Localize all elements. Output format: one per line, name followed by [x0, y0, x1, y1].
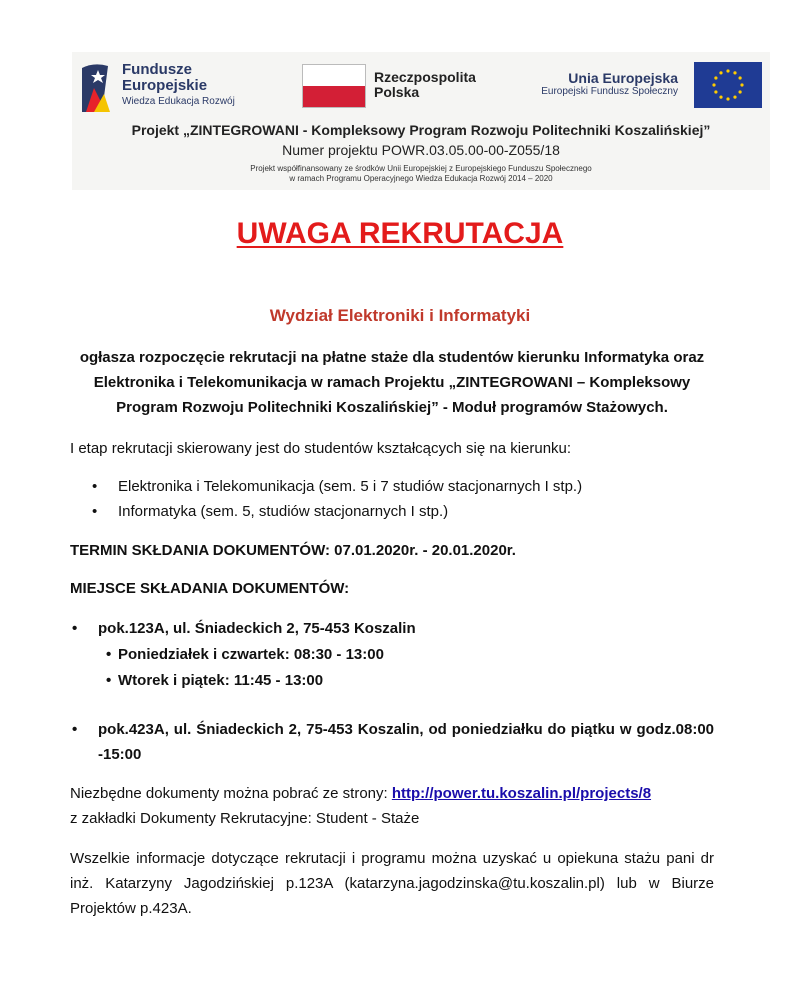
- docs-suffix: z zakładki Dokumenty Rekrutacyjne: Student - Staże: [70, 810, 420, 827]
- project-number: Numer projektu POWR.03.05.00-00-Z055/18: [282, 142, 560, 158]
- deadline-text: TERMIN SKŁDANIA DOKUMENTÓW: 07.01.2020r. - 20.01.2020r.: [70, 542, 516, 559]
- polish-flag-icon: [302, 64, 366, 108]
- unia-europejska-text: [541, 70, 678, 98]
- faculty-name: Wydział Elektroniki i Informatyki: [269, 306, 531, 325]
- list-item: • Wtorek i piątek: 11:45 - 13:00: [118, 668, 718, 693]
- place1-hours-list: [118, 642, 718, 693]
- eu-star-icon: [726, 97, 729, 100]
- rp-line1: Rzeczpospolita: [374, 69, 476, 85]
- rp-line2: Polska: [374, 84, 420, 101]
- stage-intro: I etap rekrutacji skierowany jest do studentów kształcących się na kierunku:: [70, 440, 572, 457]
- eu-star-icon: [739, 90, 742, 93]
- header-banner: [72, 52, 770, 190]
- docs-prefix: Niezbędne dokumenty można pobrać ze strony:: [70, 785, 392, 802]
- ue-line1: Unia Europejska: [568, 70, 678, 86]
- eu-star-icon: [719, 96, 722, 99]
- eu-star-icon: [740, 83, 743, 86]
- eu-star-icon: [719, 71, 722, 74]
- page-title: UWAGA REKRUTACJA: [236, 217, 564, 250]
- eu-star-icon: [739, 76, 742, 79]
- place-heading: MIEJSCE SKŁADANIA DOKUMENTÓW:: [70, 580, 350, 597]
- eu-star-icon: [714, 76, 717, 79]
- cofin-line1: Projekt współfinansowany ze środków Unii Europejskiej z Europejskiego Funduszu Społecznego: [250, 164, 592, 173]
- list-item: • Informatyka (sem. 5, studiów stacjonarnych I stp.): [118, 499, 718, 524]
- ue-line2: Europejski Fundusz Społeczny: [541, 86, 678, 98]
- project-title: Projekt „ZINTEGROWANI - Kompleksowy Program Rozwoju Politechniki Koszalińskiej”: [131, 122, 711, 138]
- fe-line2: Europejskie: [122, 76, 208, 94]
- cofin-line2: w ramach Programu Operacyjnego Wiedza Edukacja Rozwój 2014 – 2020: [289, 174, 553, 183]
- eu-star-icon: [733, 71, 736, 74]
- cofinancing-note: [72, 164, 770, 184]
- eu-star-icon: [726, 69, 729, 72]
- place2-list: [98, 717, 714, 767]
- rzeczpospolita-text: [374, 70, 476, 101]
- programs-list: [118, 474, 718, 524]
- fe-line3: Wiedza Edukacja Rozwój: [122, 95, 235, 107]
- eu-star-icon: [714, 90, 717, 93]
- list-item: • Elektronika i Telekomunikacja (sem. 5 i 7 studiów stacjonarnych I stp.): [118, 474, 718, 499]
- place1-list: [98, 616, 718, 641]
- docs-link[interactable]: http://power.tu.koszalin.pl/projects/8: [391, 785, 652, 802]
- fundusze-europejskie-logo-icon: [80, 58, 124, 114]
- eu-flag-icon: [694, 62, 762, 108]
- eu-star-icon: [733, 96, 736, 99]
- place1-address: • pok.123A, ul. Śniadeckich 2, 75-453 Koszalin: [98, 616, 718, 641]
- fe-line1: Fundusze: [122, 61, 192, 78]
- docs-info: [70, 781, 714, 831]
- contact-info: Wszelkie informacje dotyczące rekrutacji i programu można uzyskać u opiekuna stażu pani dr inż. Katarzyny Jagodzińskiej p.123A (katarzyna.jagodzinska@tu.koszalin.pl) lub w Biurze Projektów p.423A.: [70, 850, 714, 917]
- place2-text: • pok.423A, ul. Śniadeckich 2, 75-453 Koszalin, od poniedziałku do piątku w godz.08:00 -15:00: [98, 717, 714, 767]
- fundusze-europejskie-text: [122, 62, 235, 107]
- eu-star-icon: [712, 83, 715, 86]
- announcement-text: ogłasza rozpoczęcie rekrutacji na płatne staże dla studentów kierunku Informatyka oraz Elektronika i Telekomunikacja w ramach Projektu „ZINTEGROWANI – Kompleksowy Program Rozwoju Politechniki Koszalińskiej” - Moduł programów Stażowych.: [79, 349, 705, 416]
- list-item: • Poniedziałek i czwartek: 08:30 - 13:00: [118, 642, 718, 667]
